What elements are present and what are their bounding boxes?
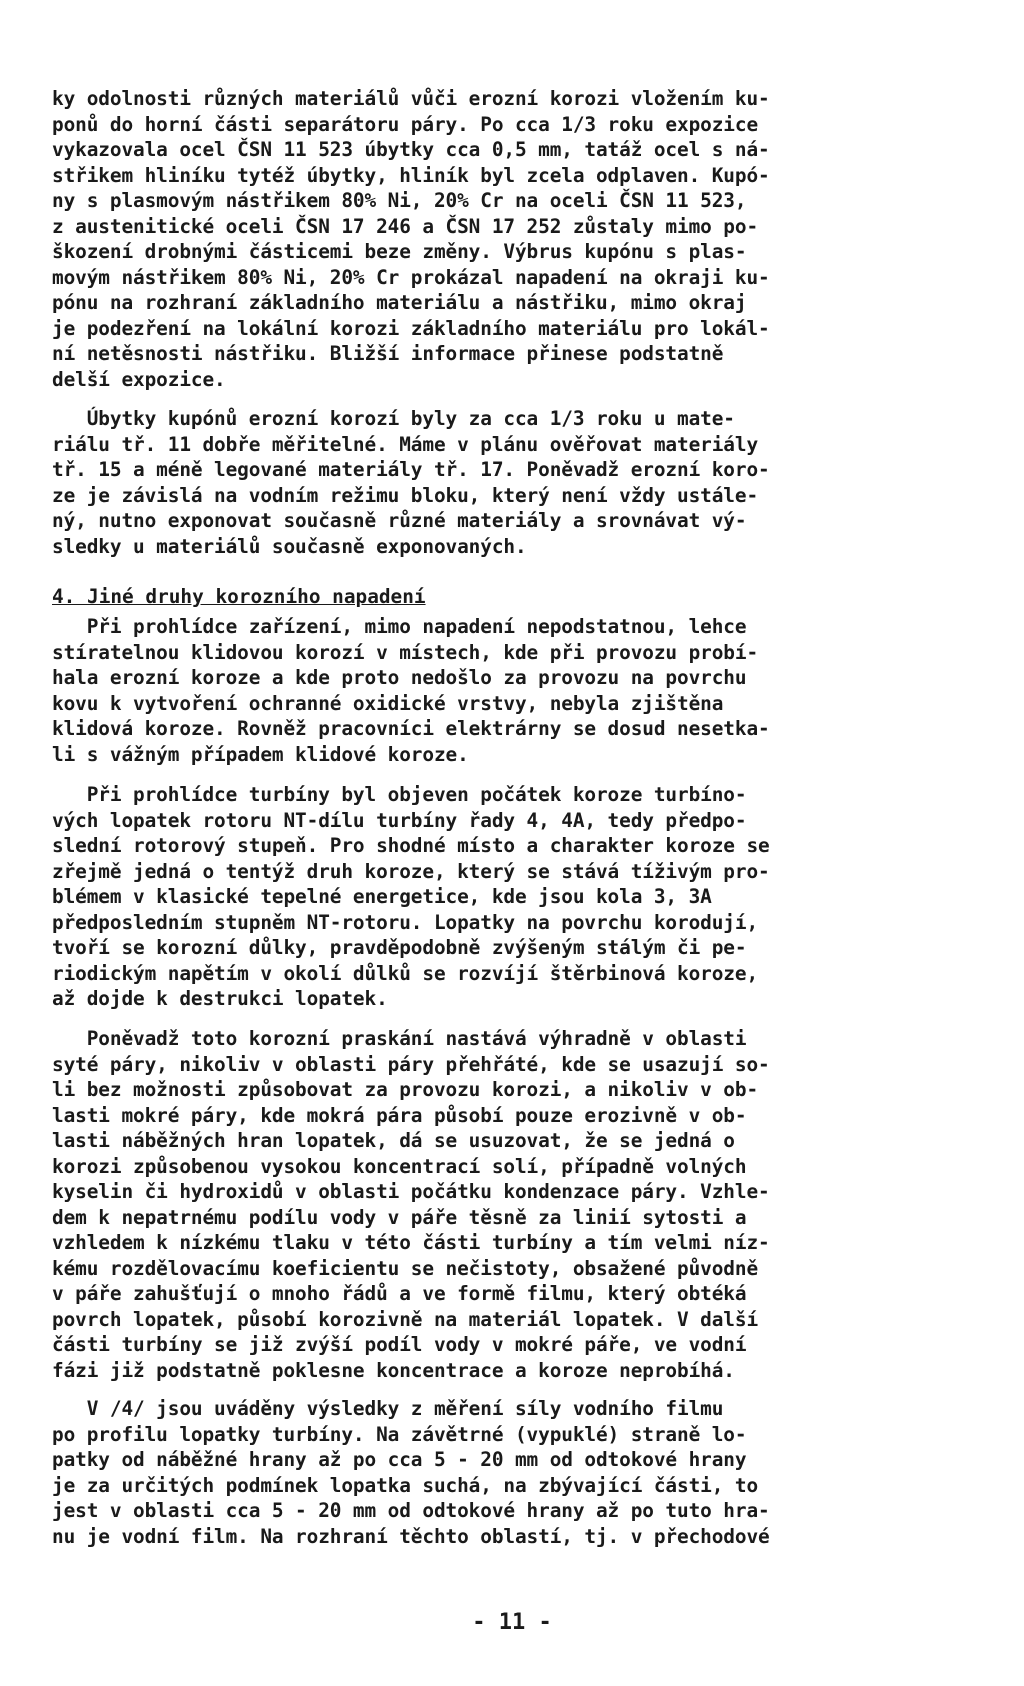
text-line: li s vážným případem klidové koroze.: [52, 742, 469, 766]
text-line: až dojde k destrukci lopatek.: [52, 987, 388, 1010]
page-number: - 11 -: [472, 1610, 552, 1635]
text-line: dem k nepatrnému podílu vody v páře těsně za linií sytosti a: [52, 1205, 747, 1229]
text-line: kému rozdělovacímu koeficientu se nečistoty, obsažené původně: [52, 1256, 759, 1280]
text-line: ponů do horní části separátoru páry. Po cca 1/3 roku expozice: [52, 112, 759, 136]
text-line: části turbíny se již zvýší podíl vody v mokré páře, ve vodní: [52, 1333, 747, 1356]
text-line: povrch lopatek, působí korozivně na materiál lopatek. V další: [52, 1307, 759, 1331]
text-line: ky odolnosti různých materiálů vůči erozní korozi vložením ku-: [52, 87, 770, 110]
text-line: ny s plasmovým nástřikem 80% Ni, 20% Cr na oceli ČSN 11 523,: [52, 189, 747, 212]
text-line: syté páry, nikoliv v oblasti páry přehřáté, kde se usazují so-: [52, 1052, 770, 1076]
text-line: je podezření na lokální korozi základního materiálu pro lokál-: [52, 316, 770, 340]
paragraph-3: [52, 614, 1012, 767]
text-line: kyselin či hydroxidů v oblasti počátku kondenzace páry. Vzhle-: [52, 1180, 770, 1203]
text-line: slední rotorový stupeň. Pro shodné místo a charakter koroze se: [52, 834, 770, 857]
text-line: Při prohlídce turbíny byl objeven počátek koroze turbíno-: [52, 783, 747, 806]
text-line: tvoří se korozní důlky, pravděpodobně zvýšeným stálým či pe-: [52, 936, 747, 959]
text-line: vykazovala ocel ČSN 11 523 úbytky cca 0,5 mm, tatáž ocel s ná-: [52, 138, 770, 161]
paragraph-4: [52, 782, 1012, 1012]
paragraph-6: [52, 1396, 1012, 1549]
paragraph-2: [52, 406, 1012, 559]
text-line: střikem hliníku tytéž úbytky, hliník byl zcela odplaven. Kupó-: [52, 163, 770, 187]
text-line: vzhledem k nízkému tlaku v této části turbíny a tím velmi níz-: [52, 1231, 770, 1254]
text-line: ní netěsnosti nástřiku. Bližší informace přinese podstatně: [52, 342, 724, 365]
text-line: tř. 15 a méně legované materiály tř. 17. Poněvadž erozní koro-: [52, 458, 770, 481]
text-line: Poněvadž toto korozní praskání nastává výhradně v oblasti: [52, 1027, 747, 1050]
text-line: V /4/ jsou uváděny výsledky z měření síly vodního filmu: [52, 1397, 724, 1420]
text-line: po profilu lopatky turbíny. Na závětrné (vypuklé) straně lo-: [52, 1422, 747, 1446]
text-line: blémem v klasické tepelné energetice, kde jsou kola 3, 3A: [52, 885, 712, 908]
paragraph-5: [52, 1026, 1012, 1383]
text-line: hala erozní koroze a kde proto nedošlo za provozu na povrchu: [52, 666, 747, 689]
text-line: movým nástřikem 80% Ni, 20% Cr prokázal napadení na okraji ku-: [52, 265, 770, 289]
text-line: stíratelnou klidovou korozí v místech, kde při provozu probí-: [52, 640, 759, 664]
text-line: Při prohlídce zařízení, mimo napadení nepodstatnou, lehce: [52, 615, 747, 638]
text-line: klidová koroze. Rovněž pracovníci elektrárny se dosud nesetka-: [52, 717, 770, 740]
text-line: škození drobnými částicemi beze změny. Výbrus kupónu s plas-: [52, 240, 747, 263]
text-line: lasti mokré páry, kde mokrá pára působí pouze erozivně v ob-: [52, 1103, 747, 1127]
text-line: riálu tř. 11 dobře měřitelné. Máme v plánu ověřovat materiály: [52, 432, 759, 456]
text-line: je za určitých podmínek lopatka suchá, na zbývající části, to: [52, 1473, 759, 1497]
text-line: korozi způsobenou vysokou koncentrací solí, případně volných: [52, 1154, 747, 1178]
text-line: delší expozice.: [52, 367, 226, 391]
text-line: ný, nutno exponovat současně různé materiály a srovnávat vý-: [52, 509, 747, 532]
text-line: sledky u materiálů současně exponovaných.: [52, 534, 527, 558]
text-line: v páře zahušťují o mnoho řádů a ve formě filmu, který obtéká: [52, 1282, 747, 1305]
text-line: předposledním stupněm NT-rotoru. Lopatky na povrchu korodují,: [52, 910, 759, 934]
text-line: riodickým napětím v okolí důlků se rozvíjí štěrbinová koroze,: [52, 961, 759, 985]
text-line: ze je závislá na vodním režimu bloku, který není vždy ustále-: [52, 483, 759, 507]
text-line: nu je vodní film. Na rozhraní těchto oblastí, tj. v přechodové: [52, 1524, 770, 1548]
paragraph-1: [52, 86, 1012, 392]
text-line: zřejmě jedná o tentýž druh koroze, který se stává tíživým pro-: [52, 859, 770, 883]
text-line: patky od náběžné hrany až po cca 5 - 20 mm od odtokové hrany: [52, 1448, 747, 1471]
text-line: pónu na rozhraní základního materiálu a nástřiku, mimo okraj: [52, 291, 747, 314]
text-line: jest v oblasti cca 5 - 20 mm od odtokové hrany až po tuto hra-: [52, 1499, 770, 1522]
text-line: Úbytky kupónů erozní korozí byly za cca 1/3 roku u mate-: [52, 407, 735, 430]
text-line: kovu k vytvoření ochranné oxidické vrstvy, nebyla zjištěna: [52, 691, 724, 715]
text-line: z austenitické oceli ČSN 17 246 a ČSN 17 252 zůstaly mimo po-: [52, 214, 759, 238]
section-heading: 4. Jiné druhy korozního napadení: [52, 585, 426, 608]
text-line: li bez možnosti způsobovat za provozu korozi, a nikoliv v ob-: [52, 1078, 759, 1101]
text-line: lasti náběžných hran lopatek, dá se usuzovat, že se jedná o: [52, 1129, 735, 1152]
text-line: fázi již podstatně poklesne koncentrace a koroze neprobíhá.: [52, 1358, 735, 1382]
text-line: vých lopatek rotoru NT-dílu turbíny řady 4, 4A, tedy předpo-: [52, 808, 747, 832]
